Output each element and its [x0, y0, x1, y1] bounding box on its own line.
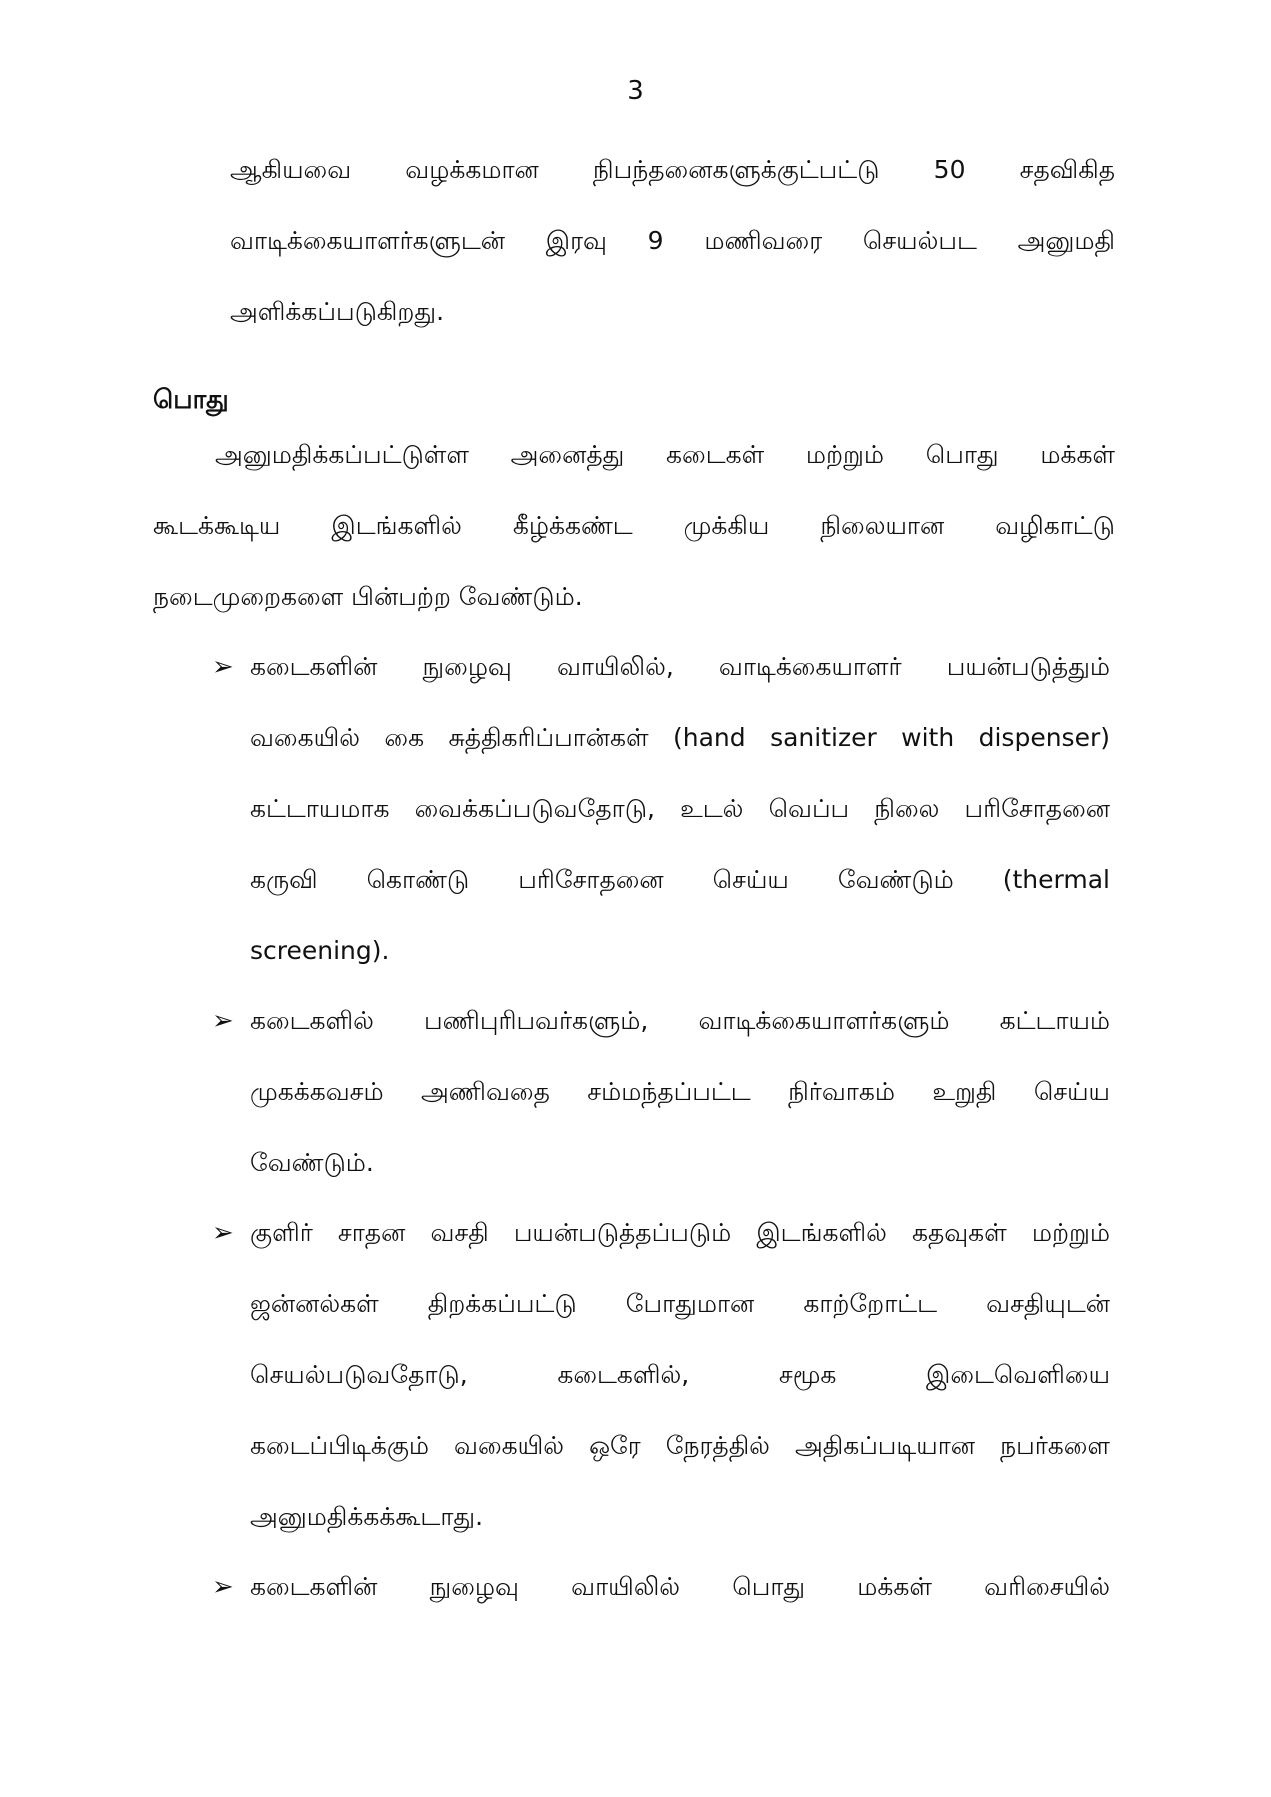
bullet-line: கடைகளில் பணிபுரிபவர்களும், வாடிக்கையாளர்களும் கட்டாயம்	[250, 1006, 1110, 1035]
bullet-line: குளிர் சாதன வசதி பயன்படுத்தப்படும் இடங்களில் கதவுகள் மற்றும்	[250, 1218, 1110, 1247]
bullet-line: ஜன்னல்கள் திறக்கப்பட்டு போதுமான காற்றோட்ட வசதியுடன்	[250, 1289, 1110, 1318]
arrow-bullet-icon: ➢	[212, 1218, 234, 1248]
bullet-line: முகக்கவசம் அணிவதை சம்மந்தப்பட்ட நிர்வாகம் உறுதி செய்ய	[250, 1077, 1110, 1106]
arrow-bullet-icon: ➢	[212, 652, 234, 682]
bullet-line: அனுமதிக்கக்கூடாது.	[250, 1502, 484, 1531]
bullet-line: வகையில் கை சுத்திகரிப்பான்கள் (hand sanitizer with dispenser)	[250, 723, 1110, 752]
arrow-bullet-icon: ➢	[212, 1572, 234, 1602]
bullet-line: கடைப்பிடிக்கும் வகையில் ஒரே நேரத்தில் அதிகப்படியான நபர்களை	[250, 1431, 1110, 1460]
arrow-bullet-icon: ➢	[212, 1006, 234, 1036]
intro-line: ஆகியவை வழக்கமான நிபந்தனைகளுக்குட்பட்டு 50 சதவிகித	[230, 155, 1115, 184]
section-heading: பொது	[153, 385, 229, 415]
intro-line: அளிக்கப்படுகிறது.	[230, 297, 445, 326]
section-line: நடைமுறைகளை பின்பற்ற வேண்டும்.	[153, 582, 583, 611]
bullet-line: செயல்படுவதோடு, கடைகளில், சமூக இடைவெளியை	[250, 1360, 1110, 1389]
bullet-line: கருவி கொண்டு பரிசோதனை செய்ய வேண்டும் (thermal	[250, 865, 1110, 894]
bullet-line: screening).	[250, 936, 390, 965]
page-number: 3	[627, 76, 644, 106]
section-line: அனுமதிக்கப்பட்டுள்ள அனைத்து கடைகள் மற்றும் பொது மக்கள்	[215, 440, 1115, 469]
section-line: கூடக்கூடிய இடங்களில் கீழ்க்கண்ட முக்கிய நிலையான வழிகாட்டு	[153, 511, 1115, 540]
bullet-line: கட்டாயமாக வைக்கப்படுவதோடு, உடல் வெப்ப நிலை பரிசோதனை	[250, 794, 1110, 823]
intro-line: வாடிக்கையாளர்களுடன் இரவு 9 மணிவரை செயல்பட அனுமதி	[230, 226, 1115, 255]
bullet-line: கடைகளின் நுழைவு வாயிலில், வாடிக்கையாளர் பயன்படுத்தும்	[250, 652, 1110, 681]
bullet-line: கடைகளின் நுழைவு வாயிலில் பொது மக்கள் வரிசையில்	[250, 1572, 1110, 1601]
bullet-line: வேண்டும்.	[250, 1148, 374, 1177]
